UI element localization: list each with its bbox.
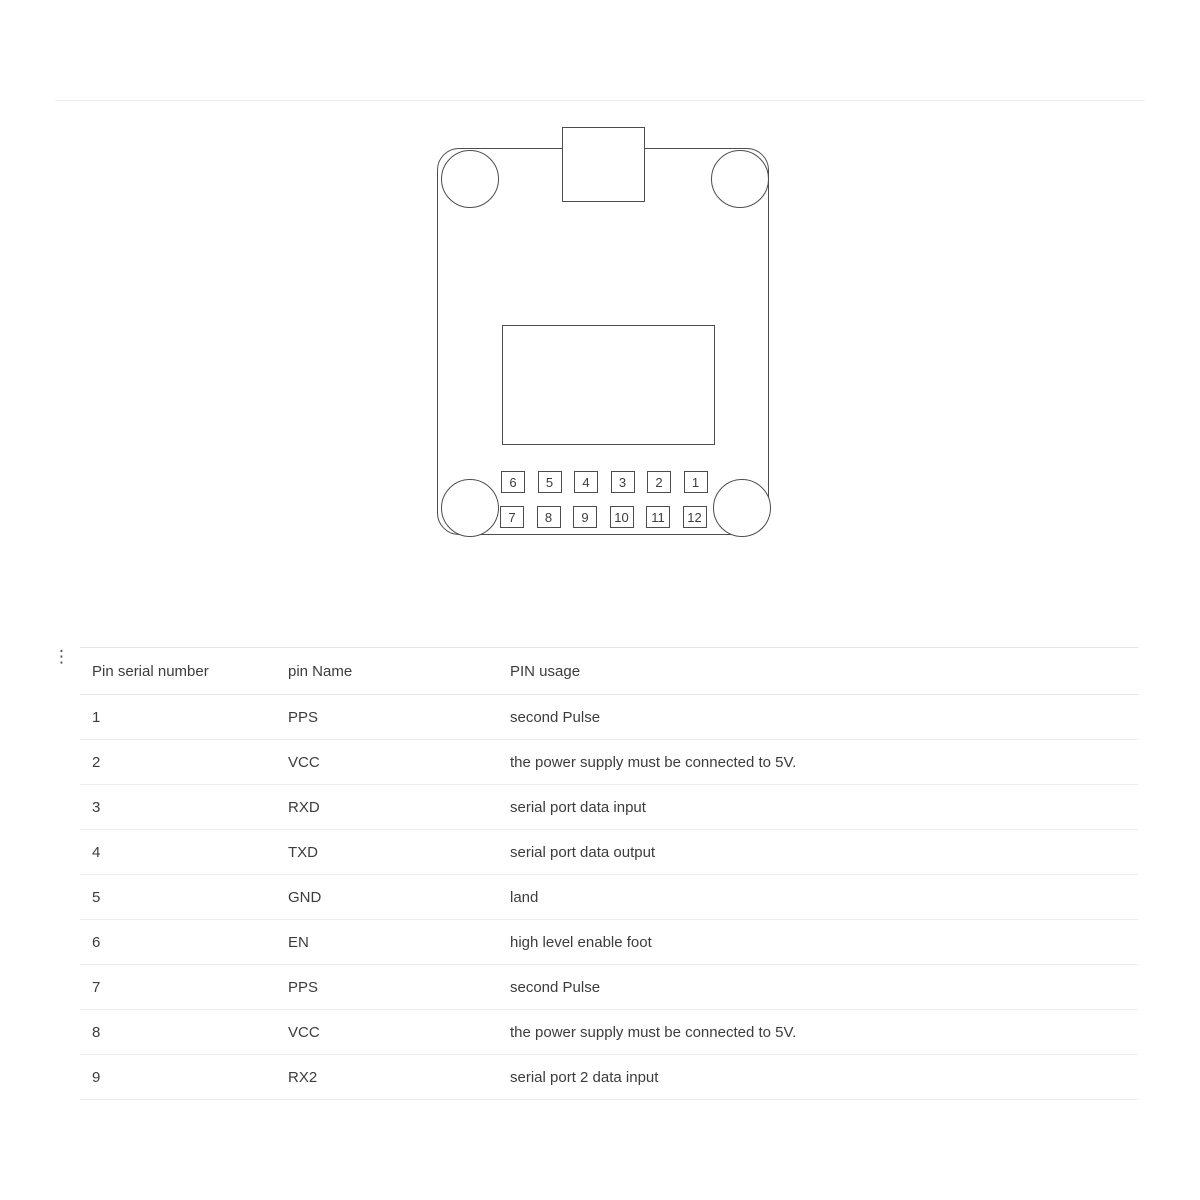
table-row (80, 1055, 1138, 1100)
table-row (80, 695, 1138, 740)
pin-number-cell: 3 (80, 785, 280, 830)
pin-number-cell: 9 (80, 1055, 280, 1100)
mounting-hole-top-left (441, 150, 499, 208)
pin-number-cell: 4 (80, 830, 280, 875)
overflow-dots-icon: ⋮ (53, 647, 70, 666)
pin-box-10: 10 (610, 506, 634, 528)
pin-table (80, 647, 1138, 1100)
component-block (502, 325, 715, 445)
pin-usage-cell: serial port data input (502, 785, 1138, 830)
pin-row-bottom (500, 506, 707, 528)
pin-usage-cell: land (502, 875, 1138, 920)
pin-name-cell: EN (280, 920, 502, 965)
header-pin-usage: PIN usage (502, 648, 1138, 695)
pin-box-2: 2 (647, 471, 671, 493)
mounting-hole-bottom-right (713, 479, 771, 537)
pin-usage-cell: second Pulse (502, 695, 1138, 740)
pin-number-cell: 6 (80, 920, 280, 965)
pin-name-cell: VCC (280, 740, 502, 785)
pin-box-7: 7 (500, 506, 524, 528)
pin-box-9: 9 (573, 506, 597, 528)
pin-row-top (501, 471, 708, 493)
table-row (80, 875, 1138, 920)
pin-name-cell: PPS (280, 965, 502, 1010)
pin-number-cell: 5 (80, 875, 280, 920)
pin-table-section (80, 647, 1138, 1100)
table-row (80, 965, 1138, 1010)
top-connector (562, 127, 645, 202)
pin-usage-cell: the power supply must be connected to 5V. (502, 740, 1138, 785)
pin-box-4: 4 (574, 471, 598, 493)
table-header-row (80, 648, 1138, 695)
table-row (80, 1010, 1138, 1055)
pin-box-6: 6 (501, 471, 525, 493)
pin-box-8: 8 (537, 506, 561, 528)
pin-name-cell: VCC (280, 1010, 502, 1055)
mounting-hole-bottom-left (441, 479, 499, 537)
mounting-hole-top-right (711, 150, 769, 208)
pin-box-1: 1 (684, 471, 708, 493)
pin-box-3: 3 (611, 471, 635, 493)
pin-box-5: 5 (538, 471, 562, 493)
top-divider (55, 100, 1145, 101)
pin-box-12: 12 (683, 506, 707, 528)
pin-name-cell: GND (280, 875, 502, 920)
pin-usage-cell: serial port 2 data input (502, 1055, 1138, 1100)
pin-number-cell: 2 (80, 740, 280, 785)
table-row (80, 830, 1138, 875)
pin-usage-cell: high level enable foot (502, 920, 1138, 965)
pin-number-cell: 7 (80, 965, 280, 1010)
pin-usage-cell: second Pulse (502, 965, 1138, 1010)
pin-name-cell: PPS (280, 695, 502, 740)
table-row (80, 920, 1138, 965)
pin-usage-cell: the power supply must be connected to 5V. (502, 1010, 1138, 1055)
pin-number-cell: 8 (80, 1010, 280, 1055)
table-row (80, 785, 1138, 830)
pin-name-cell: RX2 (280, 1055, 502, 1100)
pin-name-cell: TXD (280, 830, 502, 875)
pin-usage-cell: serial port data output (502, 830, 1138, 875)
pin-number-cell: 1 (80, 695, 280, 740)
header-pin-name: pin Name (280, 648, 502, 695)
pin-box-11: 11 (646, 506, 670, 528)
table-row (80, 740, 1138, 785)
pin-name-cell: RXD (280, 785, 502, 830)
header-pin-serial-number: Pin serial number (80, 648, 280, 695)
